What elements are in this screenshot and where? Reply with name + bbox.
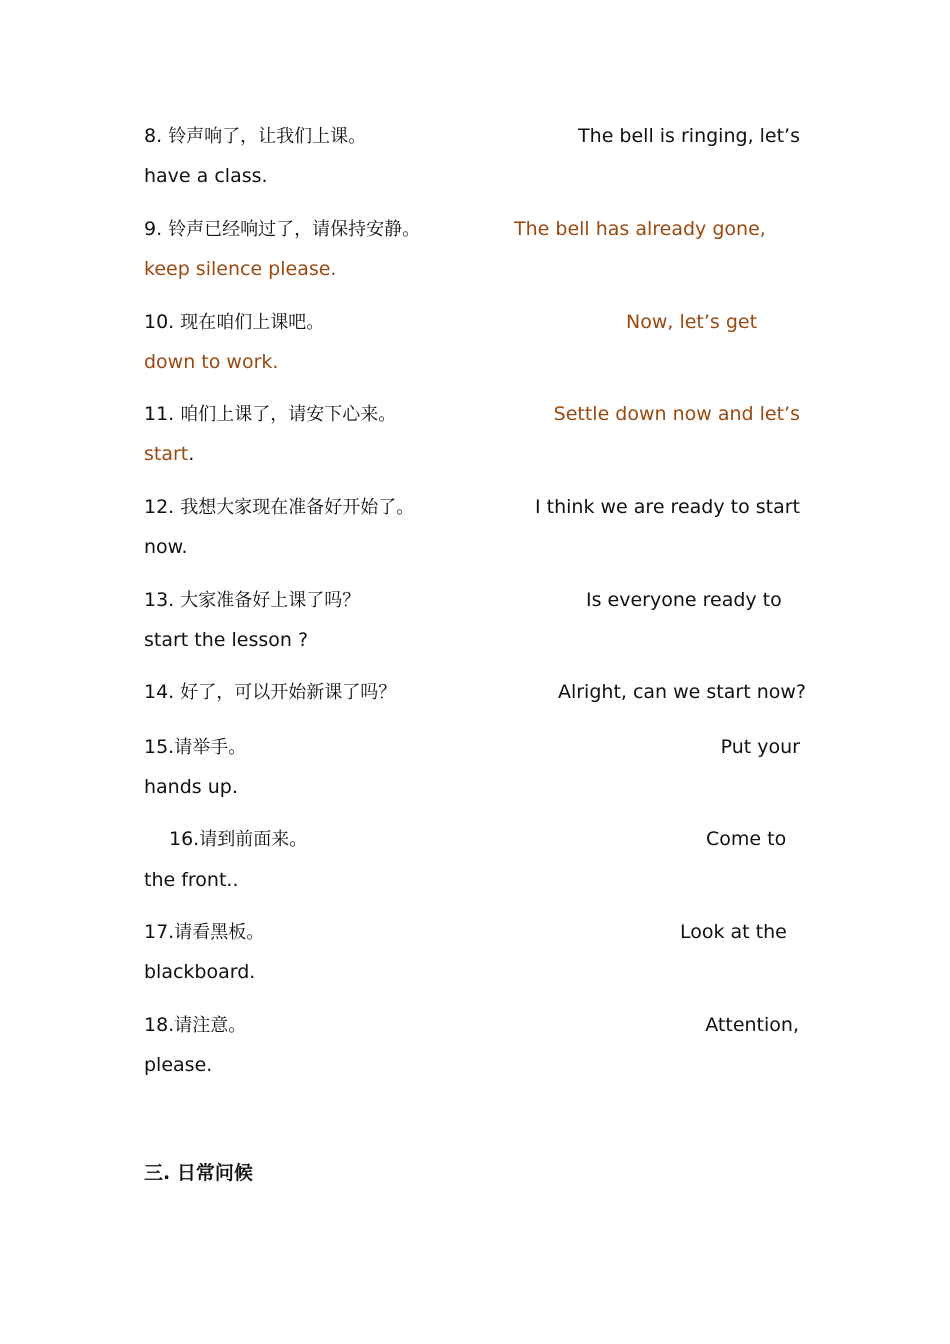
- phrase-14-english-line1: Alright, can we start now?: [557, 681, 806, 703]
- phrase-12-english-line1: I think we are ready to start: [535, 496, 800, 518]
- phrase-13-english-line1: Is everyone ready to: [586, 589, 782, 611]
- phrase-11-english-line1: Settle down now and let’s: [553, 403, 800, 425]
- phrase-11-english-line2: start.: [144, 443, 195, 465]
- section-heading: 三. 日常问候: [144, 1162, 253, 1184]
- phrase-8-english-line2: have a class.: [144, 165, 268, 187]
- phrase-12-chinese: 12. 我想大家现在准备好开始了。: [144, 496, 415, 518]
- phrase-18-chinese: 18.请注意。: [144, 1014, 247, 1036]
- phrase-16-english-line2: the front..: [144, 869, 239, 891]
- phrase-17-chinese: 17.请看黑板。: [144, 921, 265, 943]
- phrase-10-chinese: 10. 现在咱们上课吧。: [144, 311, 325, 333]
- phrase-8-english-line1: The bell is ringing, let’s: [578, 125, 800, 147]
- phrase-16-english-line1: Come to: [706, 828, 787, 850]
- phrase-15-english-line1: Put your: [720, 736, 800, 758]
- phrase-9-english-line1: The bell has already gone,: [514, 218, 766, 240]
- phrase-9-chinese: 9. 铃声已经响过了，请保持安静。: [144, 218, 421, 240]
- phrase-14-chinese: 14. 好了，可以开始新课了吗？: [144, 681, 397, 703]
- phrase-18-english-line2: please.: [144, 1054, 213, 1076]
- phrase-8-chinese: 8. 铃声响了，让我们上课。: [144, 125, 367, 147]
- phrase-10-english-line1: Now, let’s get: [626, 311, 758, 333]
- phrase-11-chinese: 11. 咱们上课了，请安下心来。: [144, 403, 397, 425]
- phrase-10-english-line2: down to work.: [144, 351, 279, 373]
- phrase-15-english-line2: hands up.: [144, 776, 238, 798]
- phrase-17-english-line1: Look at the: [680, 921, 787, 943]
- phrase-16-chinese: 16.请到前面来。: [169, 828, 308, 850]
- phrase-9-english-line2: keep silence please.: [144, 258, 337, 280]
- phrase-12-english-line2: now.: [144, 536, 188, 558]
- phrase-18-english-line1: Attention,: [705, 1014, 799, 1036]
- phrase-13-english-line2: start the lesson ?: [144, 629, 309, 651]
- phrase-17-english-line2: blackboard.: [144, 961, 256, 983]
- phrase-15-chinese: 15.请举手。: [144, 736, 247, 758]
- phrase-13-chinese: 13. 大家准备好上课了吗？: [144, 589, 361, 611]
